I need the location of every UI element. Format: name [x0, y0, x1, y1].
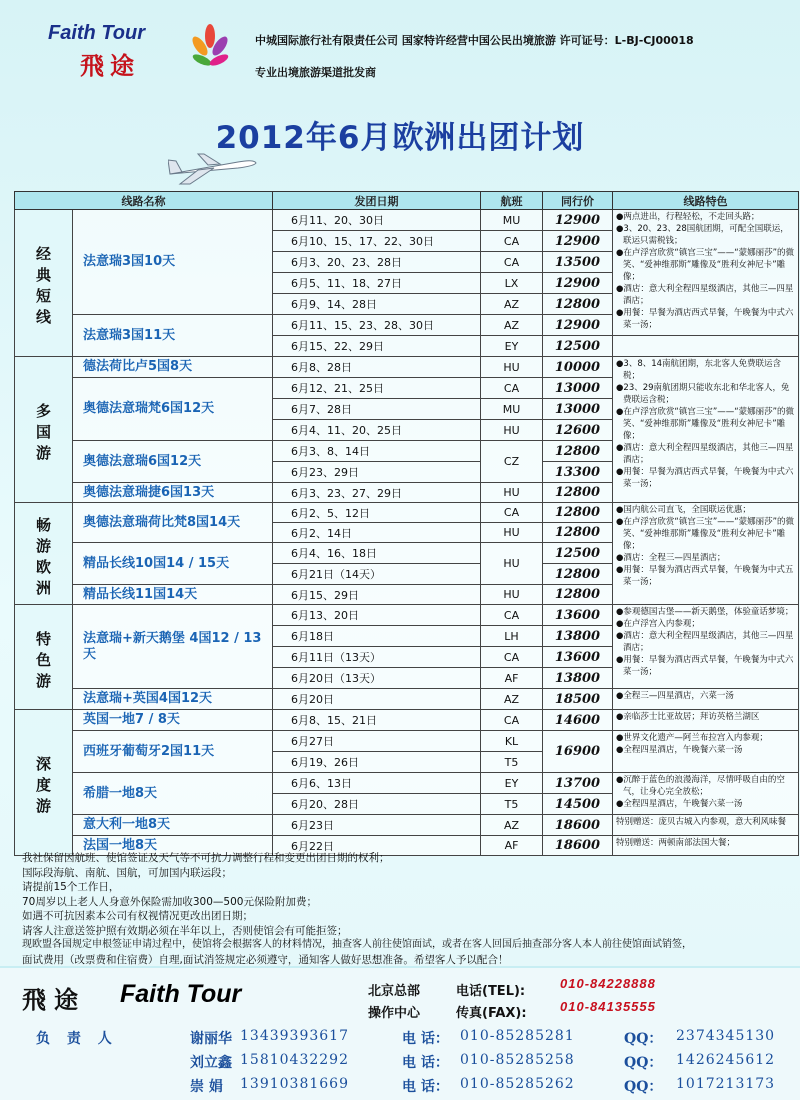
depart-date: 6月22日	[273, 836, 481, 856]
price: 12900	[543, 315, 613, 336]
contact-footer	[0, 966, 800, 1100]
brand-logo	[38, 20, 238, 80]
note-line: 请提前15个工作日，	[22, 881, 120, 893]
route-name: 精品长线10国14 / 15天	[73, 543, 273, 585]
flight-code: CA	[481, 503, 543, 523]
price: 13500	[543, 252, 613, 273]
region-label: 畅游欧洲	[35, 515, 51, 597]
main-tel: 010-84228888	[560, 976, 656, 991]
contact-phone: 010-85285262	[460, 1076, 575, 1092]
flight-code: CA	[481, 378, 543, 399]
flight-code: EY	[481, 336, 543, 357]
route-name: 精品长线11国14天	[73, 585, 273, 605]
region-label: 深度游	[35, 755, 51, 815]
price: 12600	[543, 420, 613, 441]
table-row	[15, 357, 799, 378]
feature-item: ●全程四星酒店，午晚餐六菜一汤	[616, 799, 743, 809]
contact-mobile: 13439393617	[240, 1028, 349, 1044]
col-header-flight: 航班	[481, 192, 543, 210]
depart-date: 6月6、13日	[273, 773, 481, 794]
contact-qq: 1017213173	[676, 1076, 776, 1092]
route-name: 奥德法意瑞梵6国12天	[73, 378, 273, 441]
price: 14500	[543, 794, 613, 815]
note-line: 面试费用（改票费和住宿费）自理,面试消签规定必须遵守，通知客人做好思想准备。希望客人予以配合！	[22, 953, 509, 966]
depart-date: 6月20日	[273, 689, 481, 710]
contact-mobile: 15810432292	[240, 1052, 349, 1068]
contact-qq-label: QQ：	[624, 1055, 663, 1071]
flight-code: LX	[481, 273, 543, 294]
feature-item: ●酒店：意大利全程四星级酒店，其他三—四星酒店；	[616, 443, 794, 465]
price: 13600	[543, 605, 613, 626]
depart-date: 6月15、29日	[273, 585, 481, 605]
depart-date: 6月9、14、28日	[273, 294, 481, 315]
flight-code: HU	[481, 483, 543, 503]
main-fax: 010-84135555	[560, 999, 656, 1014]
flight-code: HU	[481, 523, 543, 543]
airplane-icon	[168, 150, 258, 186]
terms-notes	[22, 851, 782, 967]
note-line: 我社保留因航班、使馆签证及天气等不可抗力调整行程和变更出团日期的权利；	[22, 852, 390, 864]
price: 14600	[543, 710, 613, 731]
feature-item: ●两点进出，行程轻松，不走回头路；	[616, 212, 760, 222]
depart-date: 6月20日（13天）	[273, 668, 481, 689]
depart-date: 6月4、11、20、25日	[273, 420, 481, 441]
contact-phone-label: 电 话：	[402, 1055, 449, 1071]
route-name: 法意瑞3国11天	[73, 315, 273, 357]
feature-item: ●全程四星酒店，午晚餐六菜一汤	[616, 745, 743, 755]
table-header-row	[15, 192, 799, 210]
price: 16900	[543, 731, 613, 773]
route-name: 奥德法意瑞6国12天	[73, 441, 273, 483]
depart-date: 6月3、23、27、29日	[273, 483, 481, 503]
depart-date: 6月4、16、18日	[273, 543, 481, 564]
feature-item: ●3、8、14南航团期，东北客人免费联运含税；	[616, 359, 782, 381]
hq-label: 北京总部	[368, 984, 421, 999]
flight-code: AF	[481, 836, 543, 856]
price: 18600	[543, 836, 613, 856]
depart-date: 6月23、29日	[273, 462, 481, 483]
contact-phone-label: 电 话：	[402, 1079, 449, 1095]
price: 12800	[543, 483, 613, 503]
feature-item: ●酒店：意大利全程四星级酒店，其他三—四星酒店；	[616, 284, 794, 306]
price: 13600	[543, 647, 613, 668]
feature-item: ●用餐：早餐为酒店西式早餐，午晚餐为中式五菜一汤；	[616, 565, 794, 587]
depart-date: 6月23日	[273, 815, 481, 836]
route-name: 法意瑞3国10天	[73, 210, 273, 315]
feature-item: ●世界文化遗产—阿兰布拉宫入内参观；	[616, 733, 768, 743]
depart-date: 6月11日（13天）	[273, 647, 481, 668]
contact-phone: 010-85285258	[460, 1052, 575, 1068]
table-row	[15, 689, 799, 710]
feature-item: ●沉醉于蓝色的浪漫海洋，尽情呼吸自由的空气，让身心完全放松；	[616, 775, 785, 797]
note-line: 请客人注意送签护照有效期必须在半年以上，否则使馆会有可能拒签；	[22, 924, 348, 937]
feature-item: ●酒店：全程三—四星酒店；	[616, 553, 726, 563]
feature-item: ●酒店：意大利全程四星级酒店，其他三—四星酒店；	[616, 631, 794, 653]
region-cell	[15, 710, 73, 856]
note-line: 现欧盟各国规定申根签证申请过程中，使馆将会根据客人的材料情况，抽查客人前往使馆面试，或者在客人回国后抽查部分客人本人前往使馆面试销签，	[22, 939, 692, 950]
route-name: 英国一地7 / 8天	[73, 710, 273, 731]
table-row	[15, 710, 799, 731]
feature-item: ●用餐：早餐为酒店西式早餐，午晚餐为中式六菜一汤；	[616, 655, 794, 677]
price: 12900	[543, 273, 613, 294]
flight-code: CA	[481, 605, 543, 626]
depart-date: 6月11、20、30日	[273, 210, 481, 231]
feature-item: ●用餐：早餐为酒店西式早餐，午晚餐为中式六菜一汤；	[616, 308, 794, 330]
flight-code: AZ	[481, 815, 543, 836]
feature-item: 特别赠送：庞贝古城入内参观，意大利风味餐	[616, 817, 787, 827]
col-header-price: 同行价	[543, 192, 613, 210]
table-row	[15, 503, 799, 523]
price: 13000	[543, 399, 613, 420]
note-line: 如遇不可抗因素本公司有权视情况更改出团日期；	[22, 910, 253, 922]
route-features	[613, 503, 799, 605]
feature-item: ●在卢浮宫欣赏“镇宫三宝”——“蒙娜丽莎”的微笑、“爱神维那斯”雕像及“胜利女神尼卡”雕像；	[616, 248, 795, 282]
logo-text-en: Faith Tour	[48, 22, 146, 44]
contact-name: 崇 娟	[190, 1079, 223, 1095]
route-name: 意大利一地8天	[73, 815, 273, 836]
footer-logo-en: Faith Tour	[120, 980, 242, 1008]
depart-date: 6月21日（14天）	[273, 564, 481, 585]
route-features	[613, 710, 799, 731]
route-name: 法意瑞+英国4国12天	[73, 689, 273, 710]
price: 13000	[543, 378, 613, 399]
contact-name: 谢丽华	[190, 1031, 232, 1047]
flight-code: AF	[481, 668, 543, 689]
feature-blank	[613, 336, 799, 357]
region-label: 经典短线	[35, 245, 51, 326]
flight-code: HU	[481, 357, 543, 378]
price: 12500	[543, 543, 613, 564]
route-features	[613, 731, 799, 773]
feature-item: ●参观德国古堡——新天鹅堡，体验童话梦境；	[616, 607, 794, 617]
route-name: 西班牙葡萄牙2国11天	[73, 731, 273, 773]
price: 12500	[543, 336, 613, 357]
route-features	[613, 605, 799, 689]
price: 12800	[543, 564, 613, 585]
flight-code: CA	[481, 710, 543, 731]
flight-code: MU	[481, 210, 543, 231]
region-label: 特色游	[35, 629, 51, 690]
manager-label: 负 责 人	[36, 1031, 118, 1047]
route-name: 德法荷比卢5国8天	[73, 357, 273, 378]
route-name: 奥德法意瑞荷比梵8国14天	[73, 503, 273, 543]
contact-qq: 1426245612	[676, 1052, 776, 1068]
price: 12900	[543, 210, 613, 231]
flight-code: CA	[481, 231, 543, 252]
col-header-features: 线路特色	[613, 192, 799, 210]
depart-date: 6月2、14日	[273, 523, 481, 543]
depart-date: 6月2、5、12日	[273, 503, 481, 523]
flight-code: AZ	[481, 315, 543, 336]
flight-code: T5	[481, 794, 543, 815]
note-line: 70周岁以上老人人身意外保险需加收300—500元保险附加费；	[22, 895, 317, 908]
table-row	[15, 210, 799, 231]
contact-qq: 2374345130	[676, 1028, 776, 1044]
flight-code: HU	[481, 543, 543, 585]
depart-date: 6月7、28日	[273, 399, 481, 420]
flight-code: AZ	[481, 689, 543, 710]
depart-date: 6月12、21、25日	[273, 378, 481, 399]
route-features	[613, 357, 799, 503]
table-row	[15, 773, 799, 794]
depart-date: 6月27日	[273, 731, 481, 752]
depart-date: 6月8、15、21日	[273, 710, 481, 731]
depart-date: 6月13、20日	[273, 605, 481, 626]
region-cell	[15, 357, 73, 503]
ops-label: 操作中心	[368, 1006, 421, 1021]
feature-item: 特别赠送：两顿南部法国大餐；	[616, 838, 736, 848]
depart-date: 6月19、26日	[273, 752, 481, 773]
flight-code: CA	[481, 252, 543, 273]
feature-item: ●在卢浮宫欣赏“镇宫三宝”——“蒙娜丽莎”的微笑、“爱神维那斯”雕像及“胜利女神尼卡”雕像；	[616, 517, 795, 551]
depart-date: 6月5、11、18、27日	[273, 273, 481, 294]
flight-code: T5	[481, 752, 543, 773]
price: 12900	[543, 231, 613, 252]
feature-item: ●国内航公司直飞，全国联运优惠；	[616, 505, 751, 515]
region-cell	[15, 605, 73, 710]
depart-date: 6月8、28日	[273, 357, 481, 378]
contact-qq-label: QQ：	[624, 1079, 663, 1095]
fax-label: 传真(FAX):	[456, 1006, 527, 1021]
flight-code: LH	[481, 626, 543, 647]
flight-code: CZ	[481, 441, 543, 483]
feature-item: ●全程三—四星酒店，六菜一汤	[616, 691, 734, 701]
feature-item: ●用餐：早餐为酒店西式早餐，午晚餐为中式六菜一汤；	[616, 467, 794, 489]
depart-date: 6月18日	[273, 626, 481, 647]
price: 12800	[543, 523, 613, 543]
contact-phone-label: 电 话：	[402, 1031, 449, 1047]
price: 12800	[543, 503, 613, 523]
price: 10000	[543, 357, 613, 378]
price: 12800	[543, 294, 613, 315]
route-name: 奥德法意瑞捷6国13天	[73, 483, 273, 503]
route-features	[613, 210, 799, 336]
depart-date: 6月15、22、29日	[273, 336, 481, 357]
flight-code: KL	[481, 731, 543, 752]
route-features	[613, 773, 799, 815]
depart-date: 6月3、20、23、28日	[273, 252, 481, 273]
price: 18600	[543, 815, 613, 836]
table-row	[15, 815, 799, 836]
flight-code: HU	[481, 585, 543, 605]
footer-logo-cn: 飛途	[22, 985, 86, 1014]
route-name: 希腊一地8天	[73, 773, 273, 815]
flight-code: EY	[481, 773, 543, 794]
price: 12800	[543, 585, 613, 605]
region-cell	[15, 503, 73, 605]
feature-item: ●3、20、23、28国航团期，可配全国联运，联运只需税钱；	[616, 224, 789, 246]
price: 13800	[543, 668, 613, 689]
flight-code: MU	[481, 399, 543, 420]
col-header-route: 线路名称	[15, 192, 273, 210]
price: 18500	[543, 689, 613, 710]
schedule-table	[14, 191, 799, 856]
company-license-line: 中城国际旅行社有限责任公司 国家特许经营中国公民出境旅游 许可证号：L-BJ-CJ00018	[255, 34, 694, 47]
contact-mobile: 13910381669	[240, 1076, 349, 1092]
route-features	[613, 815, 799, 836]
route-features	[613, 689, 799, 710]
price: 13800	[543, 626, 613, 647]
price: 13300	[543, 462, 613, 483]
page-title: 2012年6月欧洲出团计划	[215, 120, 585, 156]
region-label: 多国游	[35, 402, 51, 462]
region-cell	[15, 210, 73, 357]
logo-text-cn: 飛途	[80, 51, 140, 80]
route-name: 法意瑞+新天鹅堡 4国12 / 13天	[73, 605, 273, 689]
feature-item: ●在卢浮宫入内参观；	[616, 619, 700, 629]
price: 13700	[543, 773, 613, 794]
route-name: 法国一地8天	[73, 836, 273, 856]
tel-label: 电话(TEL):	[456, 984, 526, 999]
flight-code: AZ	[481, 294, 543, 315]
price: 12800	[543, 441, 613, 462]
feature-item: ●亲临莎士比亚故居；拜访英格兰湖区	[616, 712, 760, 722]
table-row	[15, 605, 799, 626]
contact-qq-label: QQ：	[624, 1031, 663, 1047]
flight-code: CA	[481, 647, 543, 668]
table-row	[15, 731, 799, 752]
contact-name: 刘立鑫	[190, 1055, 232, 1071]
flight-code: HU	[481, 420, 543, 441]
depart-date: 6月11、15、23、28、30日	[273, 315, 481, 336]
feature-item: ●23、29南航团期只能收东北和华北客人，免费联运含税；	[616, 383, 790, 405]
company-slogan: 专业出境旅游渠道批发商	[255, 66, 376, 79]
depart-date: 6月20、28日	[273, 794, 481, 815]
contact-phone: 010-85285281	[460, 1028, 575, 1044]
depart-date: 6月3、8、14日	[273, 441, 481, 462]
depart-date: 6月10、15、17、22、30日	[273, 231, 481, 252]
feature-item: ●在卢浮宫欣赏“镇宫三宝”——“蒙娜丽莎”的微笑、“爱神维那斯”雕像及“胜利女神尼卡”雕像；	[616, 407, 795, 441]
flower-logo-icon	[188, 22, 232, 74]
col-header-date: 发团日期	[273, 192, 481, 210]
note-line: 国际段海航、南航、国航，可加国内联运段；	[22, 866, 232, 879]
